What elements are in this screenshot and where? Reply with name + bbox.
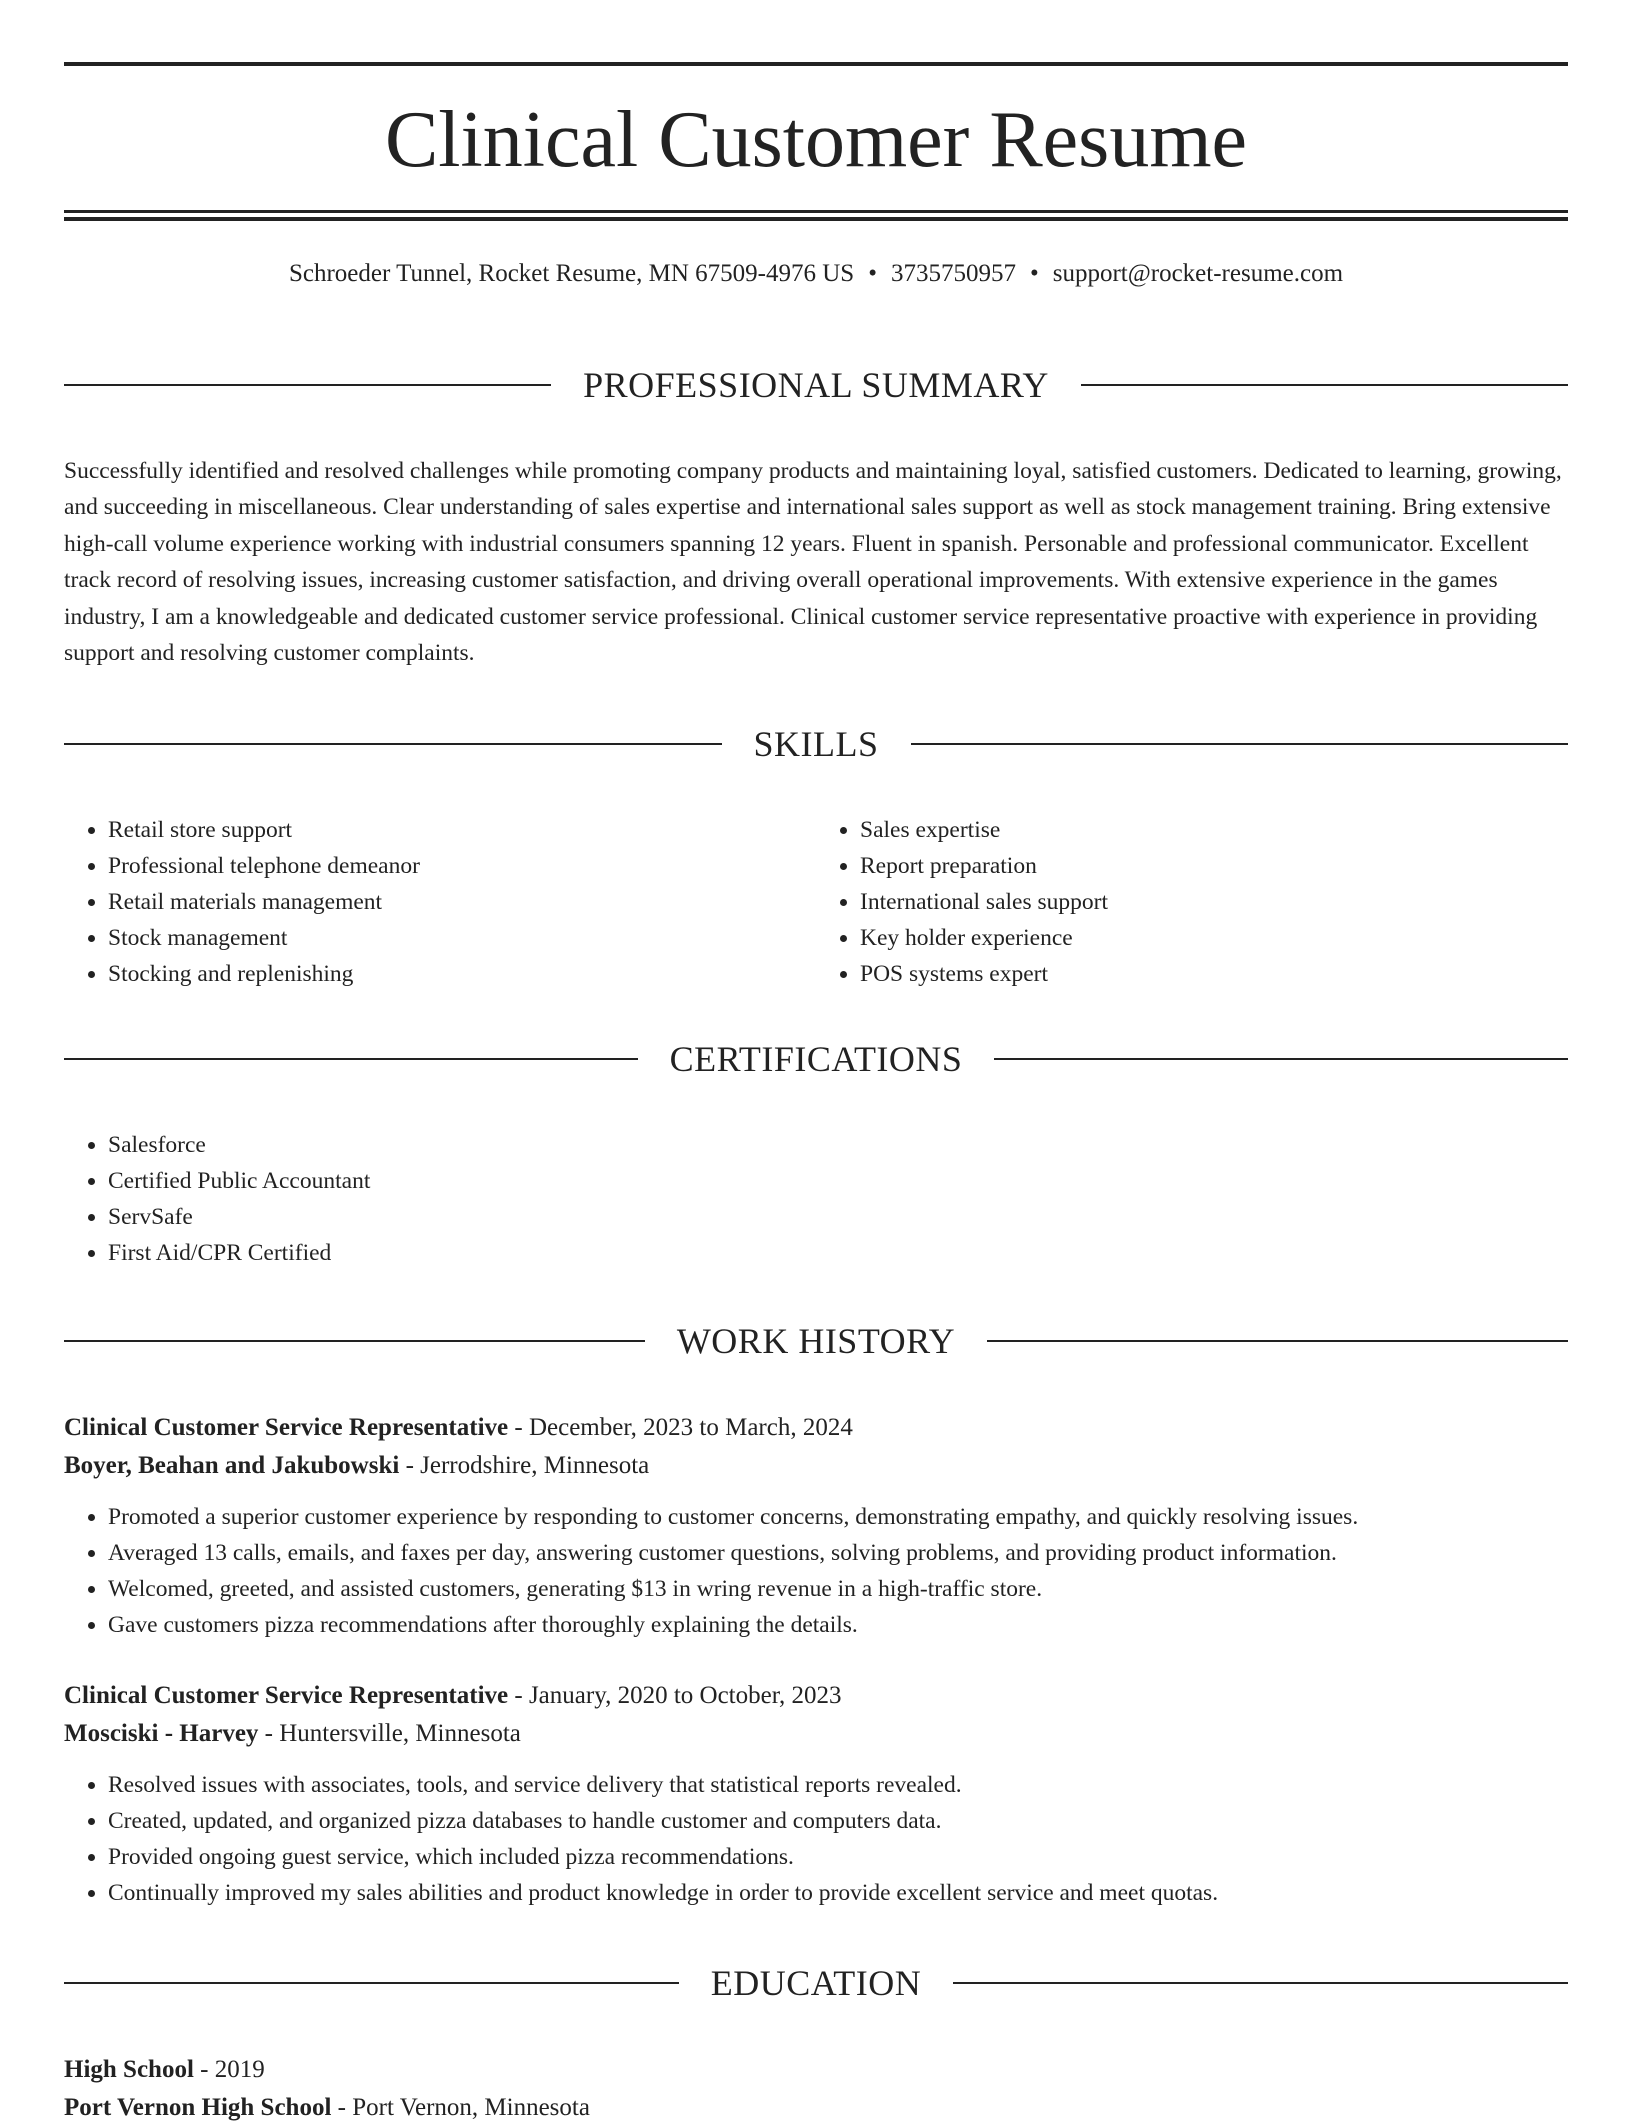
job-role: Clinical Customer Service Representative xyxy=(64,1682,509,1709)
skill-item: • Report preparation xyxy=(860,848,1568,884)
work-history-section-heading xyxy=(64,1293,1568,1389)
work-history-heading-label: WORK HISTORY xyxy=(676,1321,956,1362)
job-title-line xyxy=(64,1409,1568,1447)
job-dates: - January, 2020 to October, 2023 xyxy=(508,1682,842,1709)
skill-item: • Key holder experience xyxy=(860,920,1568,956)
education-location: - Port Vernon, Minnesota xyxy=(331,2093,590,2121)
heading-rule xyxy=(987,1340,1568,1342)
summary-heading-label: PROFESSIONAL SUMMARY xyxy=(583,364,1049,405)
job-title-line xyxy=(64,1677,1568,1715)
job-duty-item: • Promoted a superior customer experience by responding to customer concerns, demonstrating empathy, and quickly resolving issues. xyxy=(108,1499,1568,1535)
skill-item: • International sales support xyxy=(860,884,1568,920)
job-dates: - December, 2023 to March, 2024 xyxy=(508,1414,853,1441)
job-location: - Jerrodshire, Minnesota xyxy=(399,1452,650,1479)
heading-rule xyxy=(64,384,551,386)
skill-item: • Professional telephone demeanor xyxy=(108,848,816,884)
job-duties-list xyxy=(64,1767,1568,1911)
summary-section-heading xyxy=(64,337,1568,433)
contact-separator: • xyxy=(868,260,877,287)
skills-list-left xyxy=(64,812,816,992)
heading-rule xyxy=(64,1982,679,1984)
title-double-rule xyxy=(64,210,1568,221)
skill-item: • Retail store support xyxy=(108,812,816,848)
certifications-list xyxy=(64,1127,1568,1271)
skill-item: • Stock management xyxy=(108,920,816,956)
job-duty-item: • Gave customers pizza recommendations after thoroughly explaining the details. xyxy=(108,1607,1568,1643)
certification-item: • Salesforce xyxy=(108,1127,1568,1163)
heading-rule xyxy=(64,1058,638,1060)
job-duty-item: • Continually improved my sales abilities and product knowledge in order to provide excellent service and meet quotas. xyxy=(108,1875,1568,1911)
certification-item: • First Aid/CPR Certified xyxy=(108,1235,1568,1271)
certifications-section-heading xyxy=(64,1012,1568,1108)
certifications-heading-label: CERTIFICATIONS xyxy=(669,1039,963,1080)
certification-item: • ServSafe xyxy=(108,1199,1568,1235)
skill-item: • POS systems expert xyxy=(860,956,1568,992)
job-location: - Huntersville, Minnesota xyxy=(258,1720,521,1747)
job-duty-item: • Resolved issues with associates, tools, and service delivery that statistical reports revealed. xyxy=(108,1767,1568,1803)
job-company: Boyer, Beahan and Jakubowski xyxy=(64,1452,400,1479)
heading-rule xyxy=(1081,384,1568,386)
education-entry xyxy=(64,2051,1568,2127)
job-company-line xyxy=(64,1447,1568,1485)
job-duty-item: • Averaged 13 calls, emails, and faxes per day, answering customer questions, solving problems, and providing product information. xyxy=(108,1535,1568,1571)
education-degree-line xyxy=(64,2051,1568,2089)
heading-rule xyxy=(64,1340,645,1342)
contact-separator: • xyxy=(1029,260,1039,287)
education-year: - 2019 xyxy=(193,2055,265,2083)
skill-item: • Retail materials management xyxy=(108,884,816,920)
job-duty-item: • Welcomed, greeted, and assisted customers, generating $13 in wring revenue in a high-traffic store. xyxy=(108,1571,1568,1607)
contact-email: support@rocket-resume.com xyxy=(1052,260,1344,287)
skills-heading-label: SKILLS xyxy=(753,723,879,764)
skills-section-heading xyxy=(64,696,1568,792)
job-company-line xyxy=(64,1715,1568,1753)
education-degree: High School xyxy=(64,2055,194,2083)
skills-columns xyxy=(64,812,1568,992)
job-duties-list xyxy=(64,1499,1568,1643)
skill-item: • Sales expertise xyxy=(860,812,1568,848)
skills-list-right xyxy=(816,812,1568,992)
job-role: Clinical Customer Service Representative xyxy=(64,1414,509,1441)
job-entry xyxy=(64,1677,1568,1911)
contact-phone: 3735750957 xyxy=(890,260,1016,287)
job-entry xyxy=(64,1409,1568,1643)
skill-item: • Stocking and replenishing xyxy=(108,956,816,992)
education-section-heading xyxy=(64,1935,1568,2031)
job-company: Mosciski - Harvey xyxy=(64,1720,259,1747)
education-school: Port Vernon High School xyxy=(64,2093,332,2121)
heading-rule xyxy=(911,743,1569,745)
heading-rule xyxy=(994,1058,1568,1060)
certification-item: • Certified Public Accountant xyxy=(108,1163,1568,1199)
job-duty-item: • Provided ongoing guest service, which included pizza recommendations. xyxy=(108,1839,1568,1875)
resume-title: Clinical Customer Resume xyxy=(384,96,1248,184)
contact-line xyxy=(64,259,1568,289)
summary-paragraph: Successfully identified and resolved challenges while promoting company products and maintaining loyal, satisfied customers. Dedicated to learning, growing, and succeeding in miscellaneous. Clear understanding of sales expertise and international sales support as well as stock management training. Bring extensive high-call volume experience working with industrial consumers spanning 12 years. Fluent in spanish. Personable and professional communicator. Excellent track record of resolving issues, increasing customer satisfaction, and driving overall operational improvements. With extensive experience in the games industry, I am a knowledgeable and dedicated customer service professional. Clinical customer service representative proactive with experience in providing support and resolving customer complaints. xyxy=(64,457,1562,667)
job-duty-item: • Created, updated, and organized pizza databases to handle customer and computers data. xyxy=(108,1803,1568,1839)
heading-rule xyxy=(953,1982,1568,1984)
education-school-line xyxy=(64,2089,1568,2127)
heading-rule xyxy=(64,743,722,745)
contact-address: Schroeder Tunnel, Rocket Resume, MN 67509-4976 US xyxy=(288,260,855,287)
education-heading-label: EDUCATION xyxy=(710,1962,922,2003)
top-rule xyxy=(64,62,1568,66)
